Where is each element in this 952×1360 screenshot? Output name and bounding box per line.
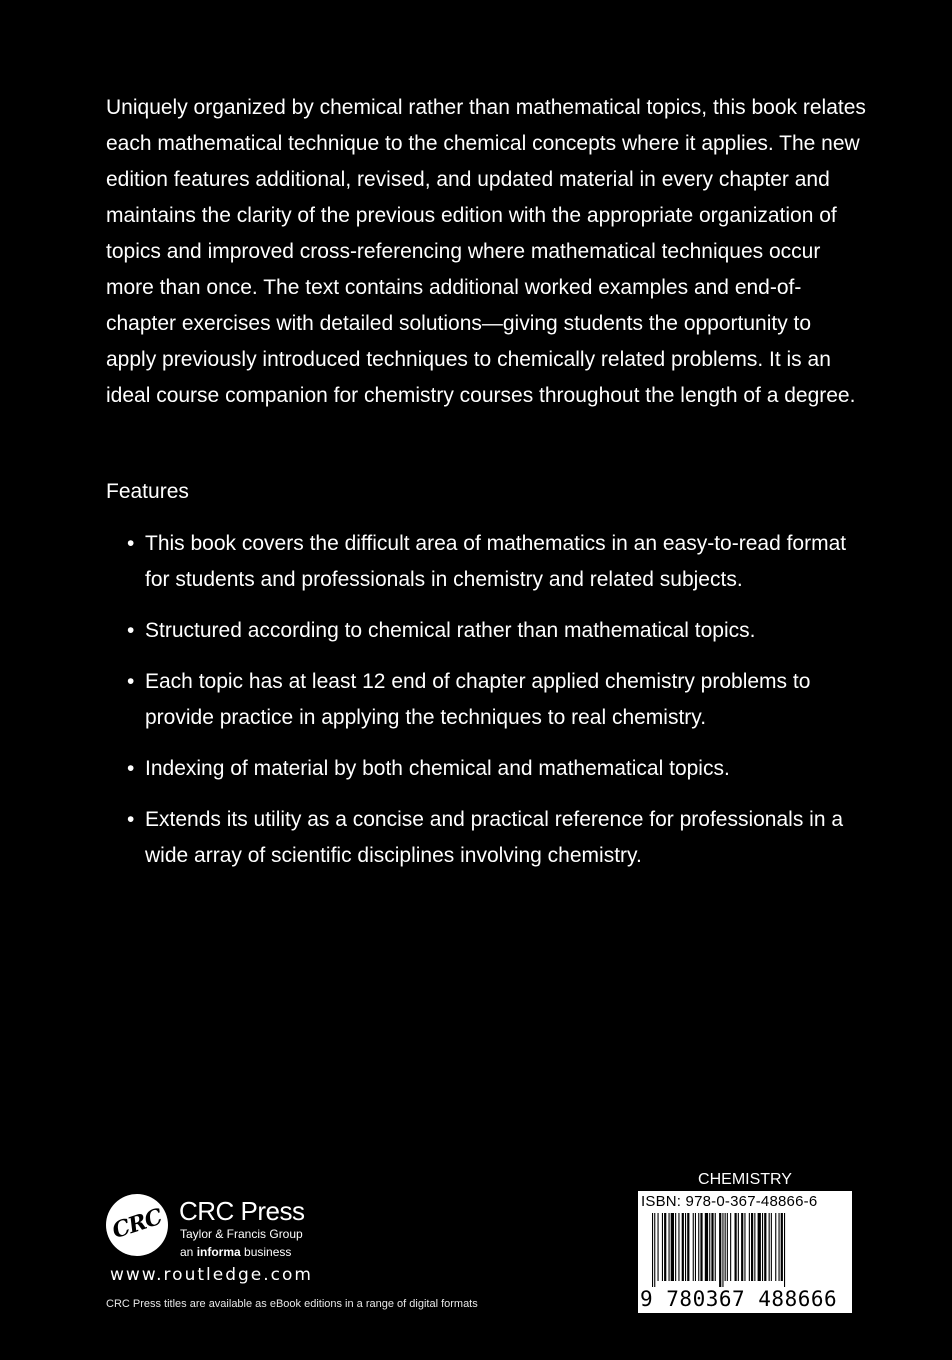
ebook-note: CRC Press titles are available as eBook editions in a range of digital formats [106,1298,478,1310]
features-heading: Features [106,480,189,503]
feature-item: • Structured according to chemical rather than mathematical topics. [127,613,867,649]
informa-bold: informa [196,1245,241,1259]
isbn-barcode [638,1191,852,1313]
barcode-digits: 9 780367 488666 [640,1287,838,1311]
features-list [127,526,867,889]
publisher-block [106,1194,526,1334]
publisher-website-link[interactable]: www.routledge.com [110,1265,313,1285]
publisher-informa [180,1245,291,1259]
crc-logo-icon [106,1194,168,1256]
feature-item: • Indexing of material by both chemical and mathematical topics. [127,751,867,787]
book-description: Uniquely organized by chemical rather than mathematical topics, this book relates each mathematical technique to the chemical concepts where it applies. The new edition features additional, revised, and updated material in every chapter and maintains the clarity of the previous edition with the appropriate organization of topics and improved cross-referencing where mathematical techniques occur more than once. The text contains additional worked examples and end-of-chapter exercises with detailed solutions—giving students the opportunity to apply previously introduced techniques to chemically related problems. It is an ideal course companion for chemistry courses throughout the length of a degree. [106,96,866,407]
feature-item: • This book covers the difficult area of mathematics in an easy-to-read format for students and professionals in chemistry and related subjects. [127,526,867,598]
subject-label: CHEMISTRY [698,1171,792,1188]
isbn-label: ISBN: 978-0-367-48866-6 [641,1193,818,1210]
informa-prefix: an [180,1245,197,1259]
crc-logo-text: CRC [109,1203,165,1245]
publisher-group: Taylor & Francis Group [180,1227,303,1241]
publisher-name: CRC Press [179,1196,305,1226]
feature-item: • Each topic has at least 12 end of chapter applied chemistry problems to provide practice in applying the techniques to real chemistry. [127,664,867,736]
feature-item: • Extends its utility as a concise and practical reference for professionals in a wide array of scientific disciplines involving chemistry. [127,802,867,874]
barcode-bars-icon [652,1213,842,1287]
informa-suffix: business [240,1245,292,1259]
